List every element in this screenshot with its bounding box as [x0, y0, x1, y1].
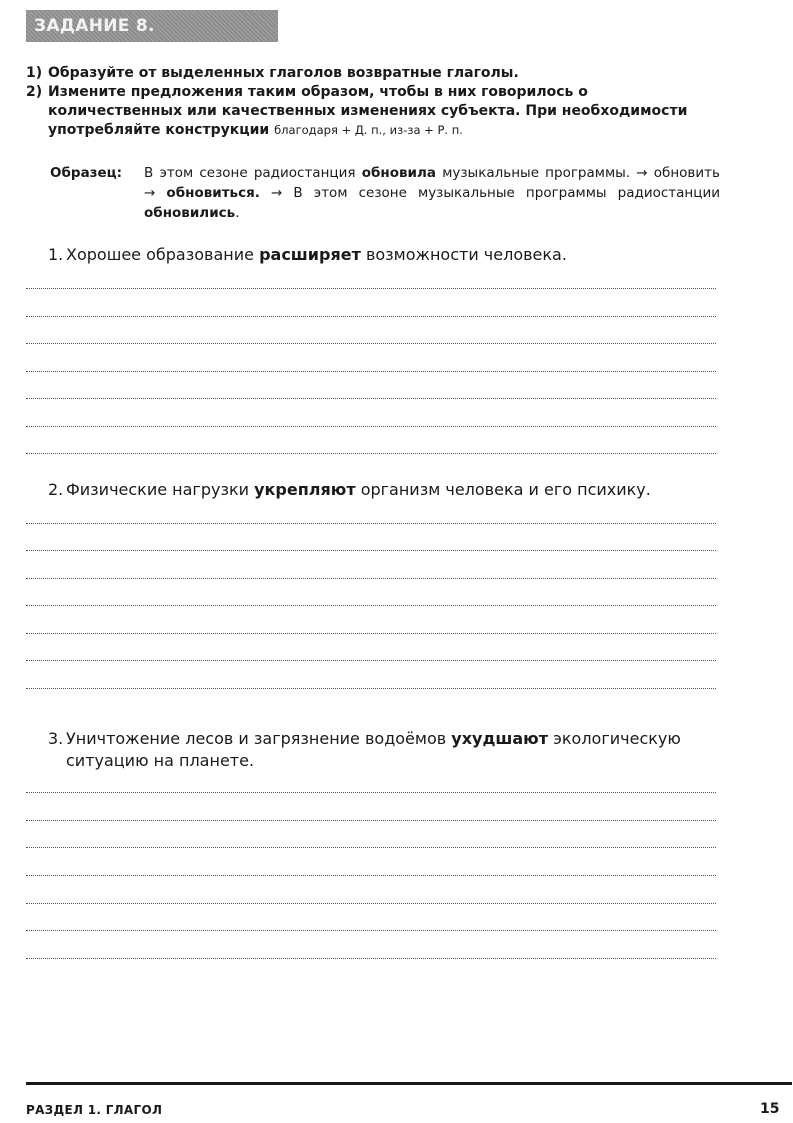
sample-verb: обновила	[361, 165, 436, 181]
sample-text-part: музыкальные программы. → обновить →	[144, 165, 720, 201]
answer-line[interactable]	[26, 550, 716, 551]
answer-line[interactable]	[26, 343, 716, 344]
answer-line[interactable]	[26, 398, 716, 399]
instruction-1-text: Образуйте от выделенных глаголов возвратные глаголы.	[48, 65, 519, 81]
sample-text-part: В этом сезоне радиостанция	[144, 165, 356, 181]
task-2	[48, 479, 720, 501]
task-number: 1.	[48, 245, 64, 264]
task-text: возможности человека.	[365, 245, 567, 264]
instruction-1-number: 1)	[26, 65, 43, 81]
answer-line[interactable]	[26, 688, 716, 689]
task-1	[48, 244, 720, 266]
sample-result-verb: обновились	[144, 205, 236, 221]
task-verb: расширяет	[259, 245, 361, 264]
footer-section-title: РАЗДЕЛ 1. ГЛАГОЛ	[26, 1103, 163, 1117]
task-verb: укрепляют	[254, 480, 356, 499]
instruction-2-text: Измените предложения таким образом, чтобы в них говорилось о количественных или качественных изменениях субъекта. При необходимости употребляйте конструкции	[48, 84, 688, 138]
task-text: Уничтожение лесов и загрязнение водоёмов	[66, 729, 447, 748]
answer-line[interactable]	[26, 316, 716, 317]
instruction-2-number: 2)	[26, 84, 43, 100]
task-text: Хорошее образование	[66, 245, 254, 264]
task-number: 2.	[48, 480, 64, 499]
sample-reflexive-verb: обновиться.	[166, 185, 260, 201]
answer-line[interactable]	[26, 660, 716, 661]
task-text: Физические нагрузки	[66, 480, 250, 499]
sample-text-part: → В этом сезоне музыкальные программы радиостанции	[271, 185, 720, 201]
answer-line[interactable]	[26, 633, 716, 634]
sample-text-end: .	[235, 205, 240, 221]
instruction-1	[26, 64, 726, 83]
task-3	[48, 728, 720, 772]
answer-line[interactable]	[26, 453, 716, 454]
answer-line[interactable]	[26, 847, 716, 848]
answer-line[interactable]	[26, 903, 716, 904]
answer-line[interactable]	[26, 605, 716, 606]
task-number: 3.	[48, 729, 64, 748]
answer-line[interactable]	[26, 371, 716, 372]
answer-line[interactable]	[26, 288, 716, 289]
answer-line[interactable]	[26, 958, 716, 959]
answer-line[interactable]	[26, 523, 716, 524]
task-text: организм человека и его психику.	[360, 480, 651, 499]
task-verb: ухудшают	[451, 729, 548, 748]
task-header: ЗАДАНИЕ 8.	[26, 10, 278, 42]
instruction-2-constructions: благодаря + Д. п., из-за + Р. п.	[274, 123, 463, 137]
answer-line[interactable]	[26, 792, 716, 793]
sample-text	[144, 163, 720, 223]
instruction-2	[26, 83, 726, 140]
sample-block	[50, 163, 720, 223]
task-text: экологическую ситуацию на планете.	[66, 729, 681, 770]
answer-line[interactable]	[26, 820, 716, 821]
sample-label: Образец:	[50, 165, 123, 181]
answer-line[interactable]	[26, 875, 716, 876]
page-number: 15	[760, 1101, 780, 1117]
answer-line[interactable]	[26, 930, 716, 931]
footer-divider	[26, 1082, 792, 1085]
answer-line[interactable]	[26, 426, 716, 427]
answer-line[interactable]	[26, 578, 716, 579]
instructions	[26, 64, 726, 140]
